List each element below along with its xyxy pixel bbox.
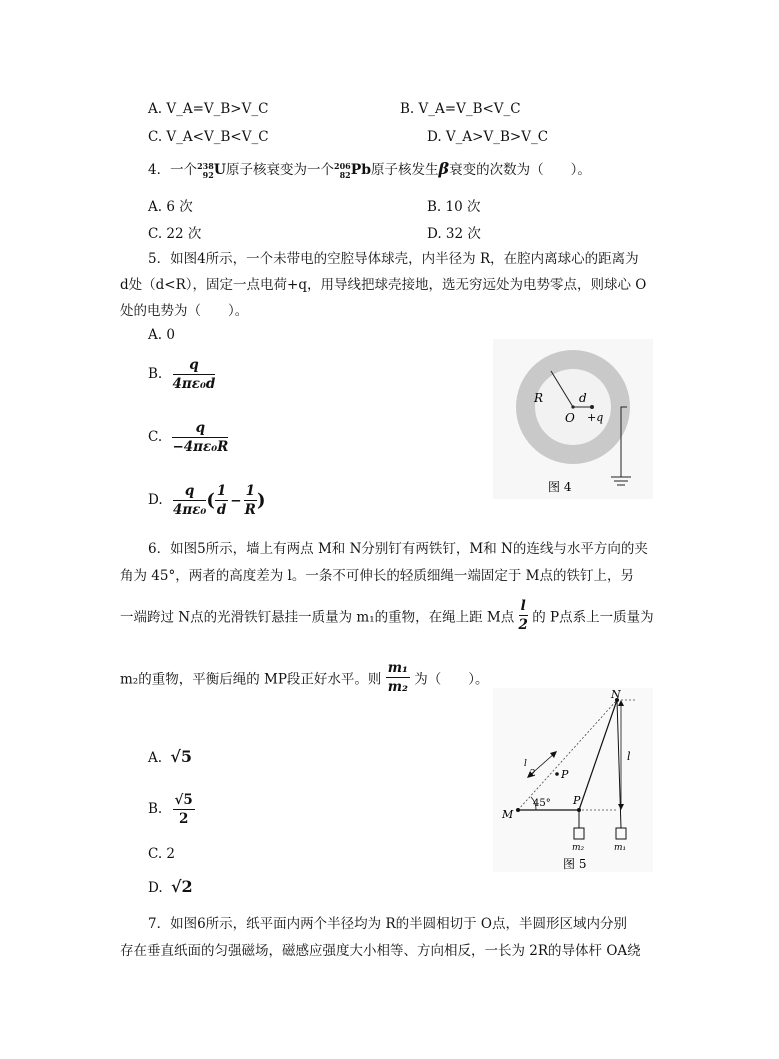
- point-charge: [590, 405, 594, 409]
- q6-line-1: 6．如图5所示，墙上有两点 M和 N分别钉有两铁钉，M和 N的连线与水平方向的夹: [148, 541, 648, 557]
- q5-option-a: A. 0: [148, 327, 175, 343]
- label-P-upper: P: [561, 768, 569, 781]
- lead-symbol: Pb: [350, 162, 372, 178]
- left-paren: (: [206, 490, 215, 511]
- q6-mass-ratio-num: m₁: [387, 660, 408, 676]
- q6-option-a: [148, 747, 192, 766]
- q4-stem-part1: 4．一个: [148, 162, 198, 178]
- q5-option-b-denominator: 4πε₀d: [172, 376, 216, 392]
- figure-5: [493, 688, 653, 872]
- q7-line-2: 存在垂直纸面的匀强磁场，磁感应强度大小相等、方向相反，一长为 2R的导体杆 OA绕: [120, 943, 641, 959]
- q5-option-c-numerator: q: [172, 419, 228, 438]
- q3-option-b: B. V_A=V_B<V_C: [400, 101, 521, 117]
- q5-option-c-denominator: −4πε₀R: [172, 439, 229, 455]
- q6-line-3-part1: 一端跨过 N点的光滑铁钉悬挂一质量为 m₁的重物，在绳上距 M点: [120, 609, 515, 626]
- q6-line-4-part1: m₂的重物，平衡后绳的 MP段正好水平。则: [120, 671, 382, 688]
- q5-option-d-frac1-den: d: [216, 502, 227, 518]
- q5-option-d-denominator: 4πε₀: [172, 502, 207, 518]
- q5-option-d: [148, 482, 266, 519]
- q6-line-3: [120, 597, 654, 634]
- u-mass-number: 238: [197, 160, 214, 171]
- q6-option-b: [148, 791, 195, 828]
- pb-atomic-number: 82: [339, 169, 351, 180]
- q5-option-c: [148, 419, 228, 456]
- label-m1: m₁: [614, 843, 627, 853]
- label-l-half-den: 2: [530, 769, 536, 779]
- q6-line-3-part2: 的 P点系上一质量为: [532, 609, 654, 626]
- label-d: d: [579, 391, 587, 405]
- q3-option-c: C. V_A<V_B<V_C: [148, 129, 269, 145]
- q7-line-1: 7．如图6所示，纸平面内两个半径均为 R的半圆相切于 O点，半圆形区域内分别: [148, 916, 627, 932]
- q3-option-d: D. V_A>V_B>V_C: [427, 129, 549, 145]
- point-P: [577, 808, 581, 812]
- q6-mass-ratio-den: m₂: [387, 679, 408, 695]
- q5-line-2: d处（d<R），固定一点电荷+q，用导线把球壳接地，选无穷远处为电势零点，则球心 O: [120, 277, 647, 293]
- q6-option-d-value: √2: [170, 877, 193, 896]
- uranium-symbol: U: [213, 162, 227, 178]
- q6-line-2: 角为 45°，两者的高度差为 l。一条不可伸长的轻质细绳一端固定于 M点的铁钉上，另: [120, 568, 634, 584]
- q6-l-half-num: l: [519, 597, 528, 616]
- q4-stem-part2: 原子核衰变为一个: [226, 162, 335, 178]
- q4-stem-part4: 衰变的次数为（ ）。: [449, 162, 591, 178]
- q6-l-half-den: 2: [518, 617, 528, 633]
- q5-line-1: 5．如图4所示，一个未带电的空腔导体球壳，内半径为 R，在腔内离球心的距离为: [148, 251, 639, 267]
- label-l: l: [627, 750, 631, 763]
- q6-option-d-label: D.: [148, 880, 163, 896]
- label-angle: 45°: [533, 798, 551, 809]
- minus-sign: −: [230, 492, 242, 509]
- q5-line-3: 处的电势为（ ）。: [120, 303, 249, 319]
- q4-option-d: D. 32 次: [427, 226, 481, 242]
- q6-option-d: [148, 877, 193, 896]
- beta-symbol: β: [438, 159, 450, 178]
- q6-option-a-value: √5: [170, 747, 192, 766]
- figure-4-caption: 图 4: [548, 480, 572, 494]
- q5-option-b-label: B.: [148, 366, 163, 382]
- u-atomic-number: 92: [202, 169, 214, 180]
- label-O: O: [565, 411, 575, 425]
- q4-option-c: C. 22 次: [148, 226, 202, 242]
- q6-line-4-part2: 为（ ）。: [414, 671, 489, 688]
- label-M: M: [502, 808, 514, 821]
- q4-option-b: B. 10 次: [427, 199, 481, 215]
- label-charge: +q: [587, 411, 604, 424]
- q6-option-b-denominator: 2: [178, 811, 189, 827]
- q6-option-a-label: A.: [148, 750, 163, 766]
- q5-option-d-frac2-den: R: [244, 502, 256, 518]
- right-paren: ): [257, 490, 266, 511]
- q5-option-d-numerator: q: [173, 482, 206, 501]
- figure-4: [493, 339, 653, 499]
- q5-option-d-frac2-num: 1: [245, 483, 255, 499]
- q5-option-b-numerator: q: [173, 356, 216, 375]
- q4-stem-part3: 原子核发生: [371, 162, 439, 178]
- pb-mass-number: 206: [334, 160, 351, 171]
- label-l-half-num: l: [524, 759, 527, 769]
- q5-option-d-label: D.: [148, 492, 163, 508]
- label-P: P: [573, 794, 581, 807]
- q5-option-d-frac1-num: 1: [216, 483, 227, 499]
- label-N: N: [611, 688, 621, 701]
- q6-option-b-numerator: √5: [174, 792, 193, 808]
- point-P-diagonal: [555, 772, 559, 776]
- q6-line-4: [120, 659, 488, 696]
- q4-option-a: A. 6 次: [148, 199, 193, 215]
- q5-option-b: [148, 356, 215, 393]
- point-M: [516, 808, 520, 812]
- q3-option-a: A. V_A=V_B>V_C: [148, 101, 269, 117]
- q6-option-b-label: B.: [148, 801, 163, 817]
- q5-option-c-label: C.: [148, 429, 163, 445]
- figure-5-caption: 图 5: [563, 857, 587, 871]
- q6-option-c: C. 2: [148, 846, 176, 862]
- label-m2: m₂: [572, 843, 585, 853]
- q4-stem: [148, 158, 591, 180]
- label-R: R: [534, 391, 544, 405]
